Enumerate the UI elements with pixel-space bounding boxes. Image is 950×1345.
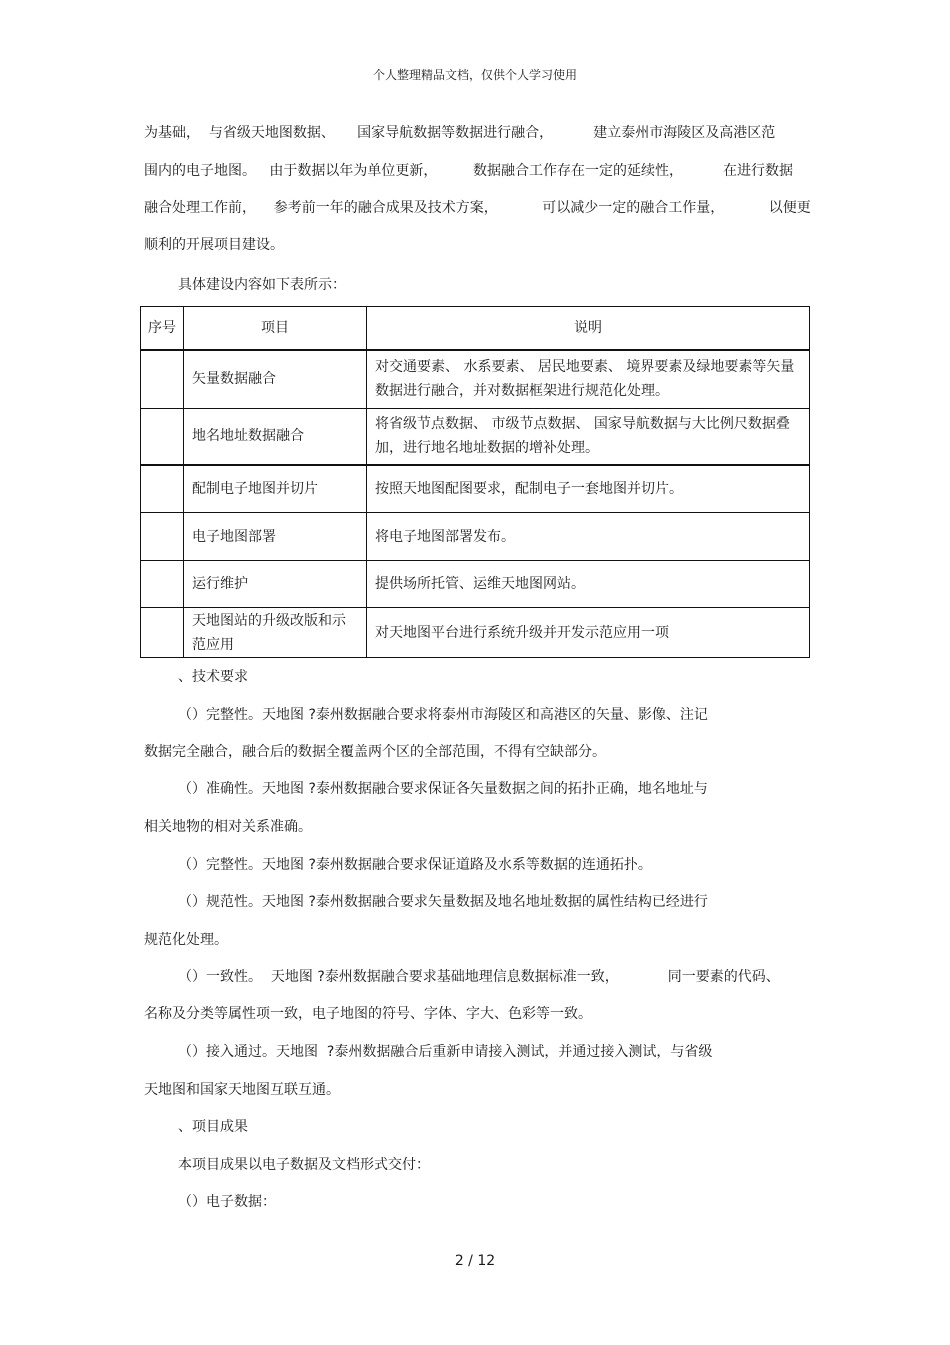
row-desc: 提供场所托管、运维天地图网站。	[367, 561, 810, 608]
body-line: 规范化处理。	[144, 932, 228, 948]
header-item: 项目	[184, 307, 367, 350]
row-no	[141, 608, 184, 658]
body-line: 天地图和国家天地图互联互通。	[144, 1082, 340, 1098]
body-line: （）一致性。 天地图 ?泰州数据融合要求基础地理信息数据标准一致， 同一要素的代码、	[178, 969, 780, 985]
body-line: 名称及分类等属性项一致，电子地图的符号、字体、字大、色彩等一致。	[144, 1006, 592, 1022]
row-desc: 按照天地图配图要求，配制电子一套地图并切片。	[367, 465, 810, 513]
body-line: 本项目成果以电子数据及文档形式交付：	[178, 1157, 430, 1173]
row-no	[141, 561, 184, 608]
header-no: 序号	[141, 307, 184, 350]
row-no	[141, 350, 184, 409]
table-row	[141, 465, 810, 513]
table-header-row	[141, 307, 810, 350]
section-tech-requirements: 、技术要求	[178, 669, 248, 685]
body-line: 数据完全融合，融合后的数据全覆盖两个区的全部范围，不得有空缺部分。	[144, 744, 606, 760]
intro-line-2: 围内的电子地图。 由于数据以年为单位更新， 数据融合工作存在一定的延续性， 在进行数据	[144, 163, 794, 179]
page-header: 个人整理精品文档，仅供个人学习使用	[372, 68, 577, 82]
row-item: 运行维护	[184, 561, 367, 608]
row-item: 配制电子地图并切片	[184, 465, 367, 513]
row-desc: 将电子地图部署发布。	[367, 513, 810, 561]
row-item: 天地图站的升级改版和示范应用	[184, 608, 367, 658]
row-no	[141, 409, 184, 465]
body-line: （）完整性。天地图 ?泰州数据融合要求保证道路及水系等数据的连通拓扑。	[178, 857, 652, 873]
intro-line-1: 为基础， 与省级天地图数据、 国家导航数据等数据进行融合， 建立泰州市海陵区及高港区范	[144, 125, 776, 141]
row-desc: 对天地图平台进行系统升级并开发示范应用一项	[367, 608, 810, 658]
body-line: （）准确性。天地图 ?泰州数据融合要求保证各矢量数据之间的拓扑正确，地名地址与	[178, 781, 708, 797]
table-row	[141, 561, 810, 608]
row-item: 地名地址数据融合	[184, 409, 367, 465]
table-intro: 具体建设内容如下表所示：	[178, 277, 346, 293]
header-desc: 说明	[367, 307, 810, 350]
intro-line-3: 融合处理工作前， 参考前一年的融合成果及技术方案， 可以减少一定的融合工作量， 以便更	[144, 200, 811, 216]
construction-table	[140, 306, 810, 658]
table-row	[141, 513, 810, 561]
row-item: 电子地图部署	[184, 513, 367, 561]
table-row	[141, 409, 810, 465]
section-project-results: 、项目成果	[178, 1119, 248, 1135]
row-desc: 对交通要素、 水系要素、 居民地要素、 境界要素及绿地要素等矢量数据进行融合，并对数据框架进行规范化处理。	[367, 350, 810, 409]
body-line: （）完整性。天地图 ?泰州数据融合要求将泰州市海陵区和高港区的矢量、影像、注记	[178, 707, 708, 723]
intro-line-4: 顺利的开展项目建设。	[144, 237, 284, 253]
body-line: （）接入通过。天地图 ?泰州数据融合后重新申请接入测试，并通过接入测试，与省级	[178, 1044, 713, 1060]
page-number: 2 / 12	[454, 1253, 496, 1269]
table-row	[141, 608, 810, 658]
row-desc: 将省级节点数据、 市级节点数据、 国家导航数据与大比例尺数据叠加，进行地名地址数据的增补处理。	[367, 409, 810, 465]
row-no	[141, 513, 184, 561]
table-row	[141, 350, 810, 409]
body-line: （）规范性。天地图 ?泰州数据融合要求矢量数据及地名地址数据的属性结构已经进行	[178, 894, 708, 910]
body-line: （）电子数据：	[178, 1194, 276, 1210]
row-item: 矢量数据融合	[184, 350, 367, 409]
body-line: 相关地物的相对关系准确。	[144, 819, 312, 835]
row-no	[141, 465, 184, 513]
